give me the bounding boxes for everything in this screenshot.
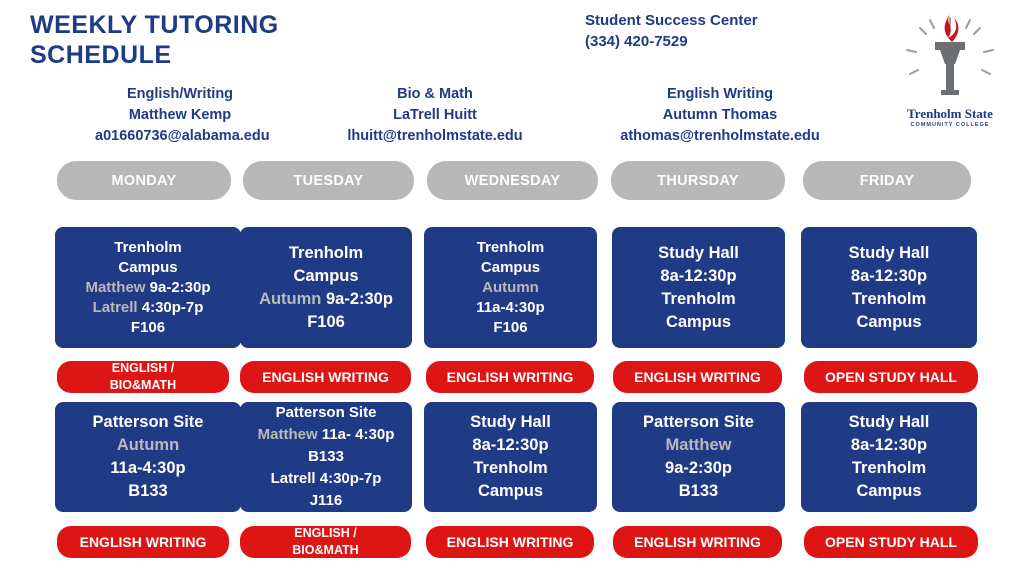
schedule-line — [473, 457, 547, 480]
schedule-text: 11a- 4:30p — [317, 426, 395, 443]
schedule-line — [276, 402, 377, 424]
schedule-card-tuesday — [240, 227, 412, 348]
subject-tag-monday — [57, 361, 229, 393]
schedule-text: Patterson Site — [275, 404, 377, 421]
tutor-name: LaTrell Huitt — [393, 107, 477, 123]
schedule-line — [128, 480, 167, 503]
schedule-card-wednesday — [424, 402, 597, 512]
schedule-line — [93, 411, 204, 434]
subject-tag-label: BIO&MATH — [292, 543, 359, 557]
subject-tag-monday — [57, 526, 229, 558]
schedule-line — [293, 265, 358, 288]
schedule-text: Patterson Site — [643, 413, 754, 431]
schedule-line — [852, 288, 926, 311]
subject-tag-wednesday — [426, 361, 594, 393]
schedule-line — [849, 411, 930, 434]
center-name: Student Success Center — [585, 12, 758, 29]
schedule-text: Campus — [856, 482, 922, 500]
subject-tag-tuesday — [240, 361, 411, 393]
schedule-text: Campus — [477, 482, 544, 500]
schedule-text: Trenholm — [473, 459, 548, 477]
schedule-card-monday — [55, 227, 241, 348]
schedule-text: Trenholm — [661, 289, 736, 308]
schedule-text: Latrell 4:30p-7p — [270, 470, 382, 487]
page-title — [30, 10, 279, 70]
tutor-subject: Bio & Math — [397, 86, 473, 102]
day-header-tuesday: TUESDAY — [243, 161, 414, 200]
schedule-line — [258, 424, 395, 446]
schedule-text: Study Hall — [470, 413, 551, 431]
subject-tag-label: ENGLISH WRITING — [79, 534, 207, 550]
schedule-line — [851, 434, 927, 457]
schedule-line — [661, 288, 735, 311]
day-header-monday: MONDAY — [57, 161, 231, 200]
schedule-text: B133 — [678, 482, 719, 500]
schedule-line — [679, 480, 718, 503]
tutor-block — [610, 84, 830, 147]
schedule-line — [308, 446, 344, 468]
schedule-line — [658, 242, 739, 265]
day-header-thursday: THURSDAY — [611, 161, 785, 200]
schedule-line — [470, 411, 551, 434]
schedule-line — [259, 288, 393, 311]
schedule-text: 11a-4:30p — [110, 459, 186, 477]
schedule-line — [271, 468, 382, 490]
schedule-text: Study Hall — [658, 243, 739, 262]
schedule-text: B133 — [128, 482, 168, 500]
schedule-line — [481, 258, 540, 278]
schedule-line — [665, 457, 732, 480]
tutor-block — [340, 84, 530, 147]
day-header-wednesday: WEDNESDAY — [427, 161, 598, 200]
schedule-text: Study Hall — [848, 413, 930, 431]
schedule-text: 8a-12:30p — [472, 436, 549, 454]
schedule-line — [478, 480, 543, 503]
college-name: Trenholm State — [907, 106, 993, 121]
schedule-text: 11a-4:30p — [476, 298, 545, 316]
schedule-line — [118, 258, 177, 278]
tutor-name-highlight: Matthew — [85, 278, 146, 296]
subject-tag-label: BIO&MATH — [109, 378, 177, 392]
schedule-line — [852, 457, 926, 480]
center-phone: (334) 420-7529 — [585, 33, 688, 50]
torch-icon — [900, 6, 1000, 106]
schedule-line — [85, 278, 210, 298]
schedule-line — [493, 318, 527, 338]
tutor-email: lhuitt@trenholmstate.edu — [347, 128, 523, 144]
schedule-line — [660, 265, 736, 288]
subject-tag-label: ENGLISH WRITING — [262, 369, 389, 385]
schedule-card-tuesday — [240, 402, 412, 512]
tutor-name-highlight: Latrell — [92, 298, 138, 316]
schedule-text: F106 — [307, 312, 345, 331]
schedule-text: Trenholm — [851, 289, 927, 308]
schedule-text: 8a-12:30p — [660, 266, 737, 285]
subject-tag-wednesday — [426, 526, 594, 558]
schedule-text: 8a-12:30p — [850, 266, 928, 285]
schedule-line — [856, 480, 921, 503]
schedule-text: F106 — [493, 318, 528, 336]
tutor-block — [95, 84, 270, 147]
schedule-card-thursday — [612, 227, 785, 348]
subject-tag-thursday — [613, 526, 782, 558]
title-line-2: SCHEDULE — [30, 41, 172, 69]
schedule-text: Trenholm — [288, 243, 364, 262]
schedule-text: Campus — [118, 258, 178, 276]
college-subtitle: COMMUNITY COLLEGE — [910, 122, 990, 128]
schedule-line — [117, 434, 179, 457]
schedule-line — [849, 242, 930, 265]
schedule-text: Study Hall — [848, 243, 930, 262]
subject-tag-label: ENGLISH WRITING — [634, 369, 761, 385]
schedule-line — [476, 298, 544, 318]
schedule-text: J116 — [309, 492, 343, 509]
subject-tag-label: ENGLISH WRITING — [446, 369, 574, 385]
subject-tag-label: ENGLISH WRITING — [446, 534, 574, 550]
schedule-text: F106 — [130, 318, 166, 336]
title-line-1: WEEKLY TUTORING — [30, 11, 279, 39]
tutor-name: Matthew Kemp — [128, 107, 232, 123]
schedule-line — [482, 278, 539, 298]
subject-tag-label: OPEN STUDY HALL — [825, 369, 957, 385]
subject-tag-friday — [804, 526, 978, 558]
schedule-text: 9a-2:30p — [665, 459, 732, 477]
subject-tag-friday — [804, 361, 978, 393]
schedule-text: 9a-2:30p — [145, 278, 211, 296]
tutor-subject: English Writing — [666, 86, 774, 102]
tutor-email: athomas@trenholmstate.edu — [620, 128, 820, 144]
schedule-line — [131, 318, 165, 338]
tutor-email: a01660736@alabama.edu — [95, 128, 270, 144]
schedule-card-friday — [801, 227, 977, 348]
schedule-line — [477, 238, 545, 258]
tutor-subject: English/Writing — [126, 86, 234, 102]
tutor-name-highlight: Matthew — [665, 436, 732, 454]
schedule-text: Campus — [856, 312, 922, 331]
schedule-line — [93, 298, 204, 318]
schedule-line — [114, 238, 182, 258]
subject-tag-label: ENGLISH WRITING — [634, 534, 761, 550]
subject-tag-thursday — [613, 361, 782, 393]
schedule-card-monday — [55, 402, 241, 512]
schedule-line — [856, 311, 921, 334]
tutor-name: Autumn Thomas — [662, 107, 778, 123]
schedule-text: 9a-2:30p — [321, 289, 393, 308]
day-header-friday: FRIDAY — [803, 161, 971, 200]
subject-tag-label: ENGLISH / — [111, 361, 175, 375]
tutor-name-highlight: Autumn — [116, 436, 180, 454]
schedule-line — [851, 265, 927, 288]
logo-text — [890, 106, 1010, 128]
schedule-line — [643, 411, 754, 434]
schedule-text: Campus — [293, 266, 359, 285]
schedule-line — [310, 490, 343, 512]
schedule-text: 4:30p-7p — [137, 298, 204, 316]
schedule-line — [289, 242, 363, 265]
tutor-name-highlight: Autumn — [482, 278, 539, 296]
schedule-text: Trenholm — [476, 238, 545, 256]
schedule-line — [110, 457, 185, 480]
schedule-card-thursday — [612, 402, 785, 512]
schedule-text: 8a-12:30p — [850, 436, 928, 454]
schedule-line — [472, 434, 548, 457]
schedule-text: B133 — [308, 448, 344, 465]
schedule-line — [307, 311, 345, 334]
schedule-line — [666, 311, 731, 334]
subject-tag-label: OPEN STUDY HALL — [825, 534, 957, 550]
subject-tag-label: ENGLISH / — [294, 526, 357, 540]
schedule-text: Patterson Site — [92, 413, 204, 431]
schedule-text: Campus — [665, 312, 732, 331]
schedule-card-friday — [801, 402, 977, 512]
schedule-text: Trenholm — [851, 459, 927, 477]
center-contact — [585, 10, 758, 52]
schedule-text: Trenholm — [114, 238, 182, 256]
schedule-card-wednesday — [424, 227, 597, 348]
schedule-line — [666, 434, 732, 457]
tutor-name-highlight: Matthew — [257, 426, 318, 443]
schedule-text: Campus — [480, 258, 541, 276]
tutor-name-highlight: Autumn — [259, 289, 322, 308]
subject-tag-tuesday — [240, 526, 411, 558]
